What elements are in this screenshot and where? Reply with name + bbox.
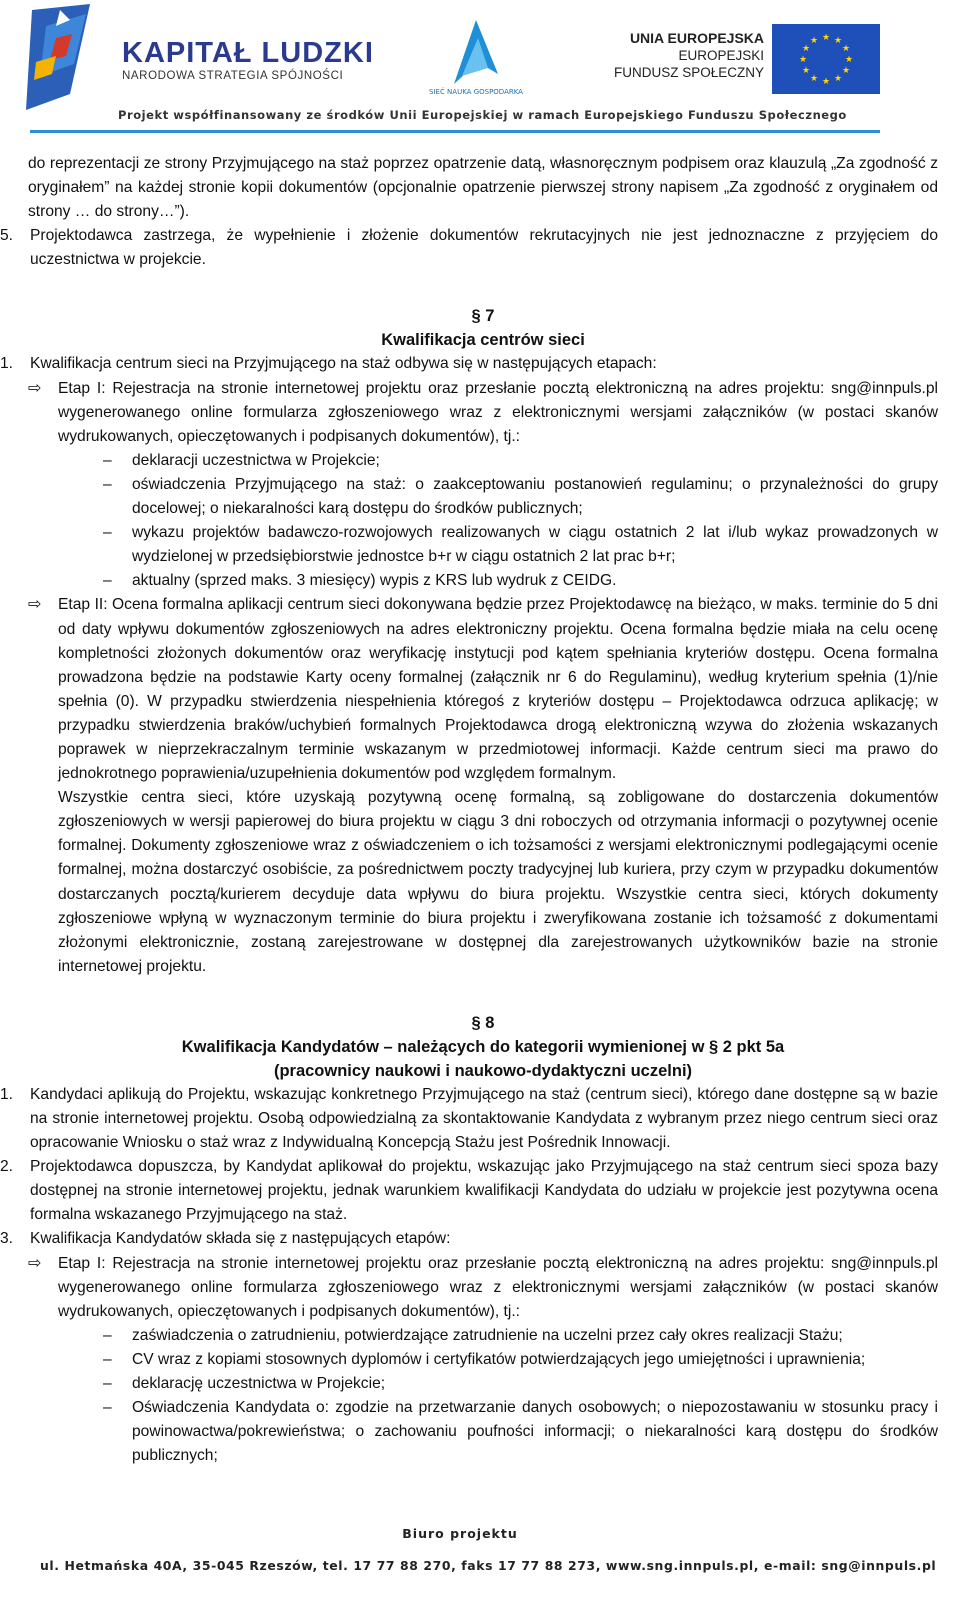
item-text: Projektodawca dopuszcza, by Kandydat aplikował do projektu, wskazując jako Przyjmującego na staż centrum sieci spoza bazy dostępnej na stronie internetowej projektu, jednak warunkiem kwalifikacji Kandydata do udziału w projekcie jest pozytywna ocena formalna wskazanego Przyjmującego na staż. (30, 1158, 938, 1224)
stage-continuation: Wszystkie centra sieci, które uzyskają pozytywną ocenę formalną, są zobligowane do dostarczenia dokumentów zgłoszeniowych w wersji papierowej do biura projektu w ciągu 3 dni roboczych od otrzymania informacji o pozytywnej ocenie formalnej. Dokumenty zgłoszeniowe wraz z oświadczeniem o ich tożsamości z wersjami elektronicznymi podlegającymi ocenie formalnej, można dostarczyć osobiście, za pośrednictwem poczty tradycyjnej lub kuriera, przy czym w przypadku dokumentów dostarczanych pocztą/kurierem decyduje data wpływu do biura projektu. Wszystkie centra sieci, których dokumenty zgłoszeniowe wpłyną w wyznaczonym terminie do biura projektu i zweryfikowana zostanie ich tożsamość z dokumentami złożonymi elektronicznie, zostaną zarejestrowane w dostępnej dla zarejestrowanych użytkowników bazie na stronie internetowej projektu. (58, 789, 938, 975)
kl-title: KAPITAŁ LUDZKI (122, 37, 374, 69)
svg-text:★: ★ (833, 36, 843, 46)
stage-text: Etap I: Rejestracja na stronie internetowej projektu oraz przesłanie pocztą elektroniczną na adres projektu: sng@innpuls.pl wygenerowanego online formularza zgłoszeniowego wraz z elektronicznymi wersjami załączników (w postaci skanów wydrukowanych, opieczętowanych i podpisanych dokumentów), tj.: (58, 1254, 938, 1320)
svg-text:★: ★ (833, 74, 843, 84)
dash-text: wykazu projektów badawczo-rozwojowych realizowanych w ciągu ostatnich 2 lat i/lub wykaz prowadzonych w wydzielonej w przedsiębiorstwie jednostce b+r w ciągu ostatnich 2 lat prac b+r; (132, 524, 938, 566)
item-text: Kwalifikacja centrum sieci na Przyjmującego na staż odbywa się w następujących etapach: (30, 355, 657, 373)
kapital-ludzki-logo (26, 4, 118, 114)
dash-text: CV wraz z kopiami stosownych dyplomów i certyfikatów potwierdzających jego umiejętności i uprawnienia; (132, 1350, 866, 1368)
item-number: 3. (0, 1230, 14, 1248)
list-item (0, 352, 938, 376)
svg-text:★: ★ (801, 44, 811, 54)
dash-list-item (103, 449, 938, 473)
dash-text: deklaracji uczestnictwa w Projekcie; (132, 451, 380, 469)
ue-title: UNIA EUROPEJSKA (629, 30, 764, 46)
sng-logo-text: SIEĆ NAUKA GOSPODARKA (429, 88, 523, 96)
section-8-subtitle: (pracownicy naukowi i naukowo-dydaktyczni uczelni) (273, 1061, 693, 1080)
section-7-number: § 7 (471, 307, 495, 326)
section-8-title: Kwalifikacja Kandydatów – należących do kategorii wymienionej w § 2 pkt 5a (181, 1037, 785, 1056)
kapital-ludzki-text (122, 38, 374, 82)
svg-text:★: ★ (821, 77, 831, 87)
item-number: 2. (0, 1158, 14, 1176)
dash-icon: – (103, 1350, 112, 1368)
ue-text (608, 30, 764, 81)
ue-line2: EUROPEJSKI (678, 48, 764, 63)
dash-icon: – (103, 1375, 112, 1393)
arrow-icon: ⇨ (28, 596, 42, 614)
svg-text:★: ★ (841, 66, 851, 76)
list-item (0, 1155, 938, 1227)
svg-text:★: ★ (809, 74, 819, 84)
kl-subtitle: NARODOWA STRATEGIA SPÓJNOŚCI (122, 70, 344, 82)
section-8-number: § 8 (471, 1013, 495, 1032)
stage-item (28, 377, 938, 449)
svg-text:★: ★ (841, 44, 851, 54)
dash-list-item (103, 521, 938, 569)
svg-text:★: ★ (821, 33, 831, 43)
header-divider (30, 130, 880, 133)
dash-icon: – (103, 1399, 112, 1417)
list-item (0, 1227, 938, 1251)
item-number: 5. (0, 227, 14, 245)
eu-flag-icon (772, 24, 880, 94)
item-number: 1. (0, 1085, 14, 1103)
footer-title: Biuro projektu (402, 1526, 518, 1541)
page-footer (0, 1520, 960, 1601)
dash-list-item (103, 1348, 938, 1372)
item-number: 1. (0, 355, 14, 373)
page-header (0, 0, 960, 140)
dash-text: zaświadczenia o zatrudnieniu, potwierdzające zatrudnienie na uczelni przez cały okres realizacji Stażu; (132, 1326, 843, 1344)
list-item (0, 1083, 938, 1155)
dash-icon: – (103, 475, 112, 493)
svg-text:★: ★ (809, 36, 819, 46)
document-body (0, 152, 938, 1468)
arrow-icon: ⇨ (28, 379, 42, 397)
dash-list-item (103, 1372, 938, 1396)
dash-icon: – (103, 1326, 112, 1344)
footer-address: ul. Hetmańska 40A, 35-045 Rzeszów, tel. 17 77 88 270, faks 17 77 88 273, www.sng.innpuls.pl, e-mail: sng@innpuls.pl (40, 1558, 937, 1573)
stage-text: Etap I: Rejestracja na stronie internetowej projektu oraz przesłanie pocztą elektroniczną na adres projektu: sng@innpuls.pl wygenerowanego online formularza zgłoszeniowego wraz z elektronicznymi wersjami załączników (w postaci skanów wydrukowanych, opieczętowanych i podpisanych dokumentów), tj.: (58, 379, 938, 445)
dash-icon: – (103, 451, 112, 469)
dash-icon: – (103, 572, 112, 590)
cofinancing-note: Projekt współfinansowany ze środków Unii Europejskiej w ramach Europejskiego Funduszu Społecznego (118, 108, 847, 122)
svg-text:★: ★ (844, 55, 854, 65)
dash-icon: – (103, 524, 112, 542)
dash-text: aktualny (sprzed maks. 3 miesięcy) wypis z KRS lub wydruk z CEIDG. (132, 572, 617, 590)
dash-list-item (103, 1324, 938, 1348)
sng-logo (429, 14, 523, 104)
dash-list-item (103, 473, 938, 521)
dash-text: Oświadczenia Kandydata o: zgodzie na przetwarzanie danych osobowych; o niepozostawaniu w stosunku pracy i powinowactwa/pokrewieństwa; o zachowaniu poufności informacji; o niekaralności karą dostępu do środków publicznych; (132, 1399, 938, 1465)
stage-item (28, 1252, 938, 1324)
item-text: Kandydaci aplikują do Projektu, wskazując konkretnego Przyjmującego na staż (centrum sieci), którego dane dostępne są w bazie na stronie internetowej projektu. Osobą odpowiedzialną za skontaktowanie Kandydata z wybranym przez niego centrum sieci oraz opracowanie Wniosku o staż wraz z Indywidualną Koncepcją Stażu jest Pośrednik Innowacji. (30, 1085, 938, 1152)
dash-text: oświadczenia Przyjmującego na staż: o zaakceptowaniu postanowień regulaminu; o przynależności do grupy docelowej; o niekaralności karą dostępu do środków publicznych; (132, 475, 938, 518)
svg-text:★: ★ (801, 66, 811, 76)
item-text: Projektodawca zastrzega, że wypełnienie i złożenie dokumentów rekrutacyjnych nie jest jednoznaczne z przyjęciem do uczestnictwa w projekcie. (30, 227, 938, 269)
list-item (0, 224, 938, 272)
dash-text: deklarację uczestnictwa w Projekcie; (132, 1375, 386, 1393)
item-text: Kwalifikacja Kandydatów składa się z następujących etapów: (30, 1230, 451, 1248)
section-7-title: Kwalifikacja centrów sieci (381, 331, 585, 350)
stage-text: Etap II: Ocena formalna aplikacji centrum sieci dokonywana będzie przez Projektodawcę na bieżąco, w maks. terminie do 5 dni od daty wpływu dokumentów zgłoszeniowych na adres elektroniczny projektu. Ocena formalna będzie miała na celu ocenę kompletności złożonych dokumentów oraz weryfikację instytucji pod kątem spełniania kryteriów dostępu. Ocena formalna prowadzona będzie na podstawie Karty oceny formalnej (załącznik nr 6 do Regulaminu), według kryterium spełnia (1)/nie spełnia (0). W przypadku stwierdzenia niespełnienia któregoś z kryteriów dostępu – Projektodawca odrzuca aplikację; w przypadku stwierdzenia braków/uchybień formalnych Projektodawca drogą elektroniczną wzywa do złożenia wskazanych poprawek w nieprzekraczalnym terminie wskazanym w przedmiotowej informacji. Każde centrum sieci ma prawo do jednokrotnego poprawienia/uzupełnienia dokumentów pod względem formalnym. (58, 596, 938, 783)
svg-text:★: ★ (798, 55, 808, 65)
dash-list-item (103, 1396, 938, 1468)
stage-item (28, 593, 938, 786)
dash-list-item (103, 569, 938, 593)
ue-line3: FUNDUSZ SPOŁECZNY (613, 65, 764, 80)
intro-paragraph: do reprezentacji ze strony Przyjmującego na staż poprzez opatrzenie datą, własnoręcznym podpisem oraz klauzulą „Za zgodność z oryginałem” na każdej stronie kopii dokumentów (opcjonalnie opatrzenie pierwszej strony napisem „Za zgodność z oryginałem od strony … do strony…”). (28, 155, 938, 221)
arrow-icon: ⇨ (28, 1254, 42, 1272)
